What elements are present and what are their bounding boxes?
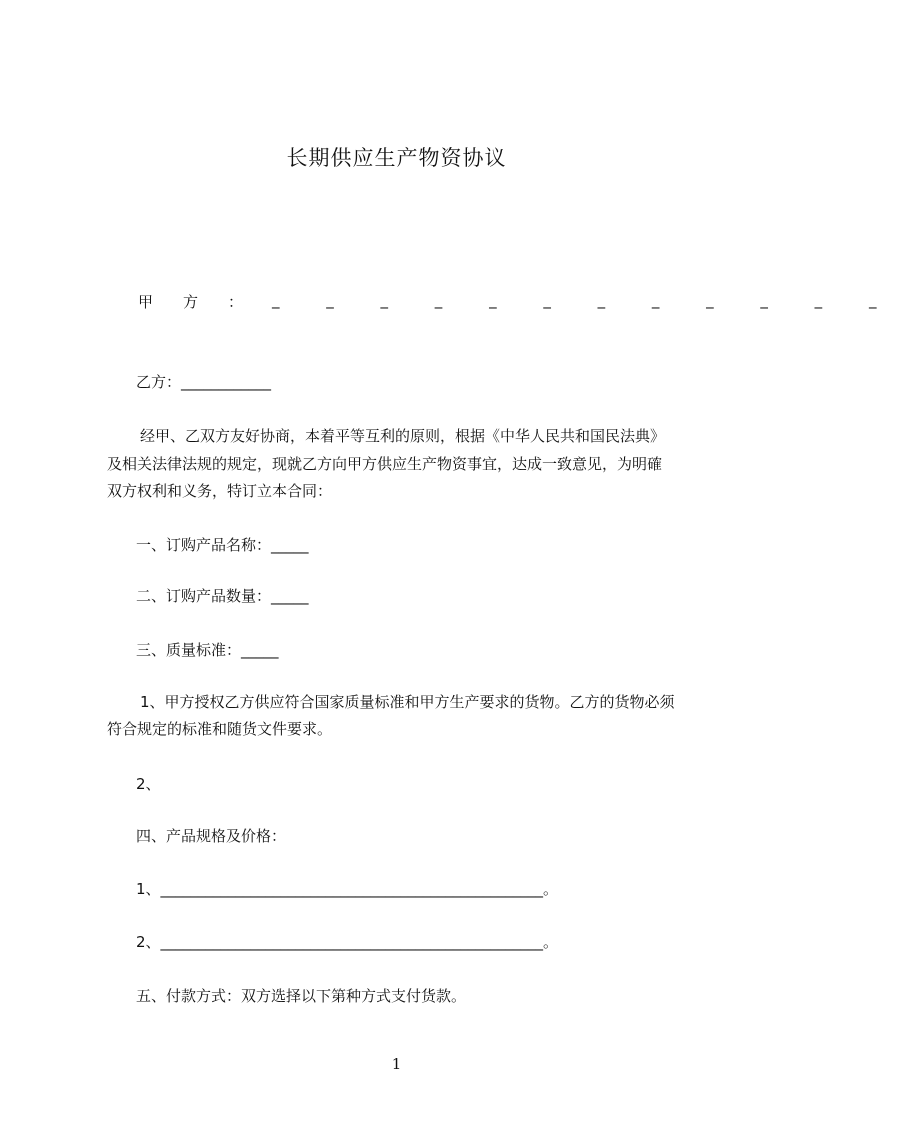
section-product-name: 一、订购产品名称：_____ — [136, 536, 309, 554]
page-number: 1 — [391, 1055, 402, 1073]
section-product-quantity: 二、订购产品数量：_____ — [136, 587, 309, 605]
spec-price-item-2: 2、___________________________________________________。 — [136, 933, 559, 951]
quality-item-1-line-2: 符合规定的标准和随货文件要求。 — [107, 720, 333, 738]
party-a-label: 甲 方 ： — [138, 293, 244, 311]
spec-price-item-1: 1、___________________________________________________。 — [136, 880, 559, 898]
intro-line-3: 双方权利和义务，特订立本合同： — [107, 482, 333, 500]
party-b-line: 乙方：____________ — [136, 373, 272, 391]
quality-item-1-line-1: 1、甲方授权乙方供应符合国家质量标准和甲方生产要求的货物。乙方的货物必须 — [140, 693, 675, 711]
section-payment-method: 五、付款方式：双方选择以下第种方式支付货款。 — [136, 987, 467, 1005]
document-title: 长期供应生产物资协议 — [286, 146, 507, 170]
intro-line-2: 及相关法律法规的规定，现就乙方向甲方供应生产物资事宜，达成一致意见，为明確 — [107, 455, 663, 473]
intro-line-1: 经甲、乙双方友好协商，本着平等互利的原则，根据《中华人民共和国民法典》 — [140, 427, 666, 445]
quality-item-2: 2、 — [136, 775, 161, 793]
section-spec-price: 四、产品规格及价格： — [136, 827, 287, 845]
party-a-blank: _ _ _ _ _ _ _ _ _ _ _ _ — [272, 291, 897, 309]
section-quality-standard: 三、质量标准：_____ — [136, 641, 279, 659]
